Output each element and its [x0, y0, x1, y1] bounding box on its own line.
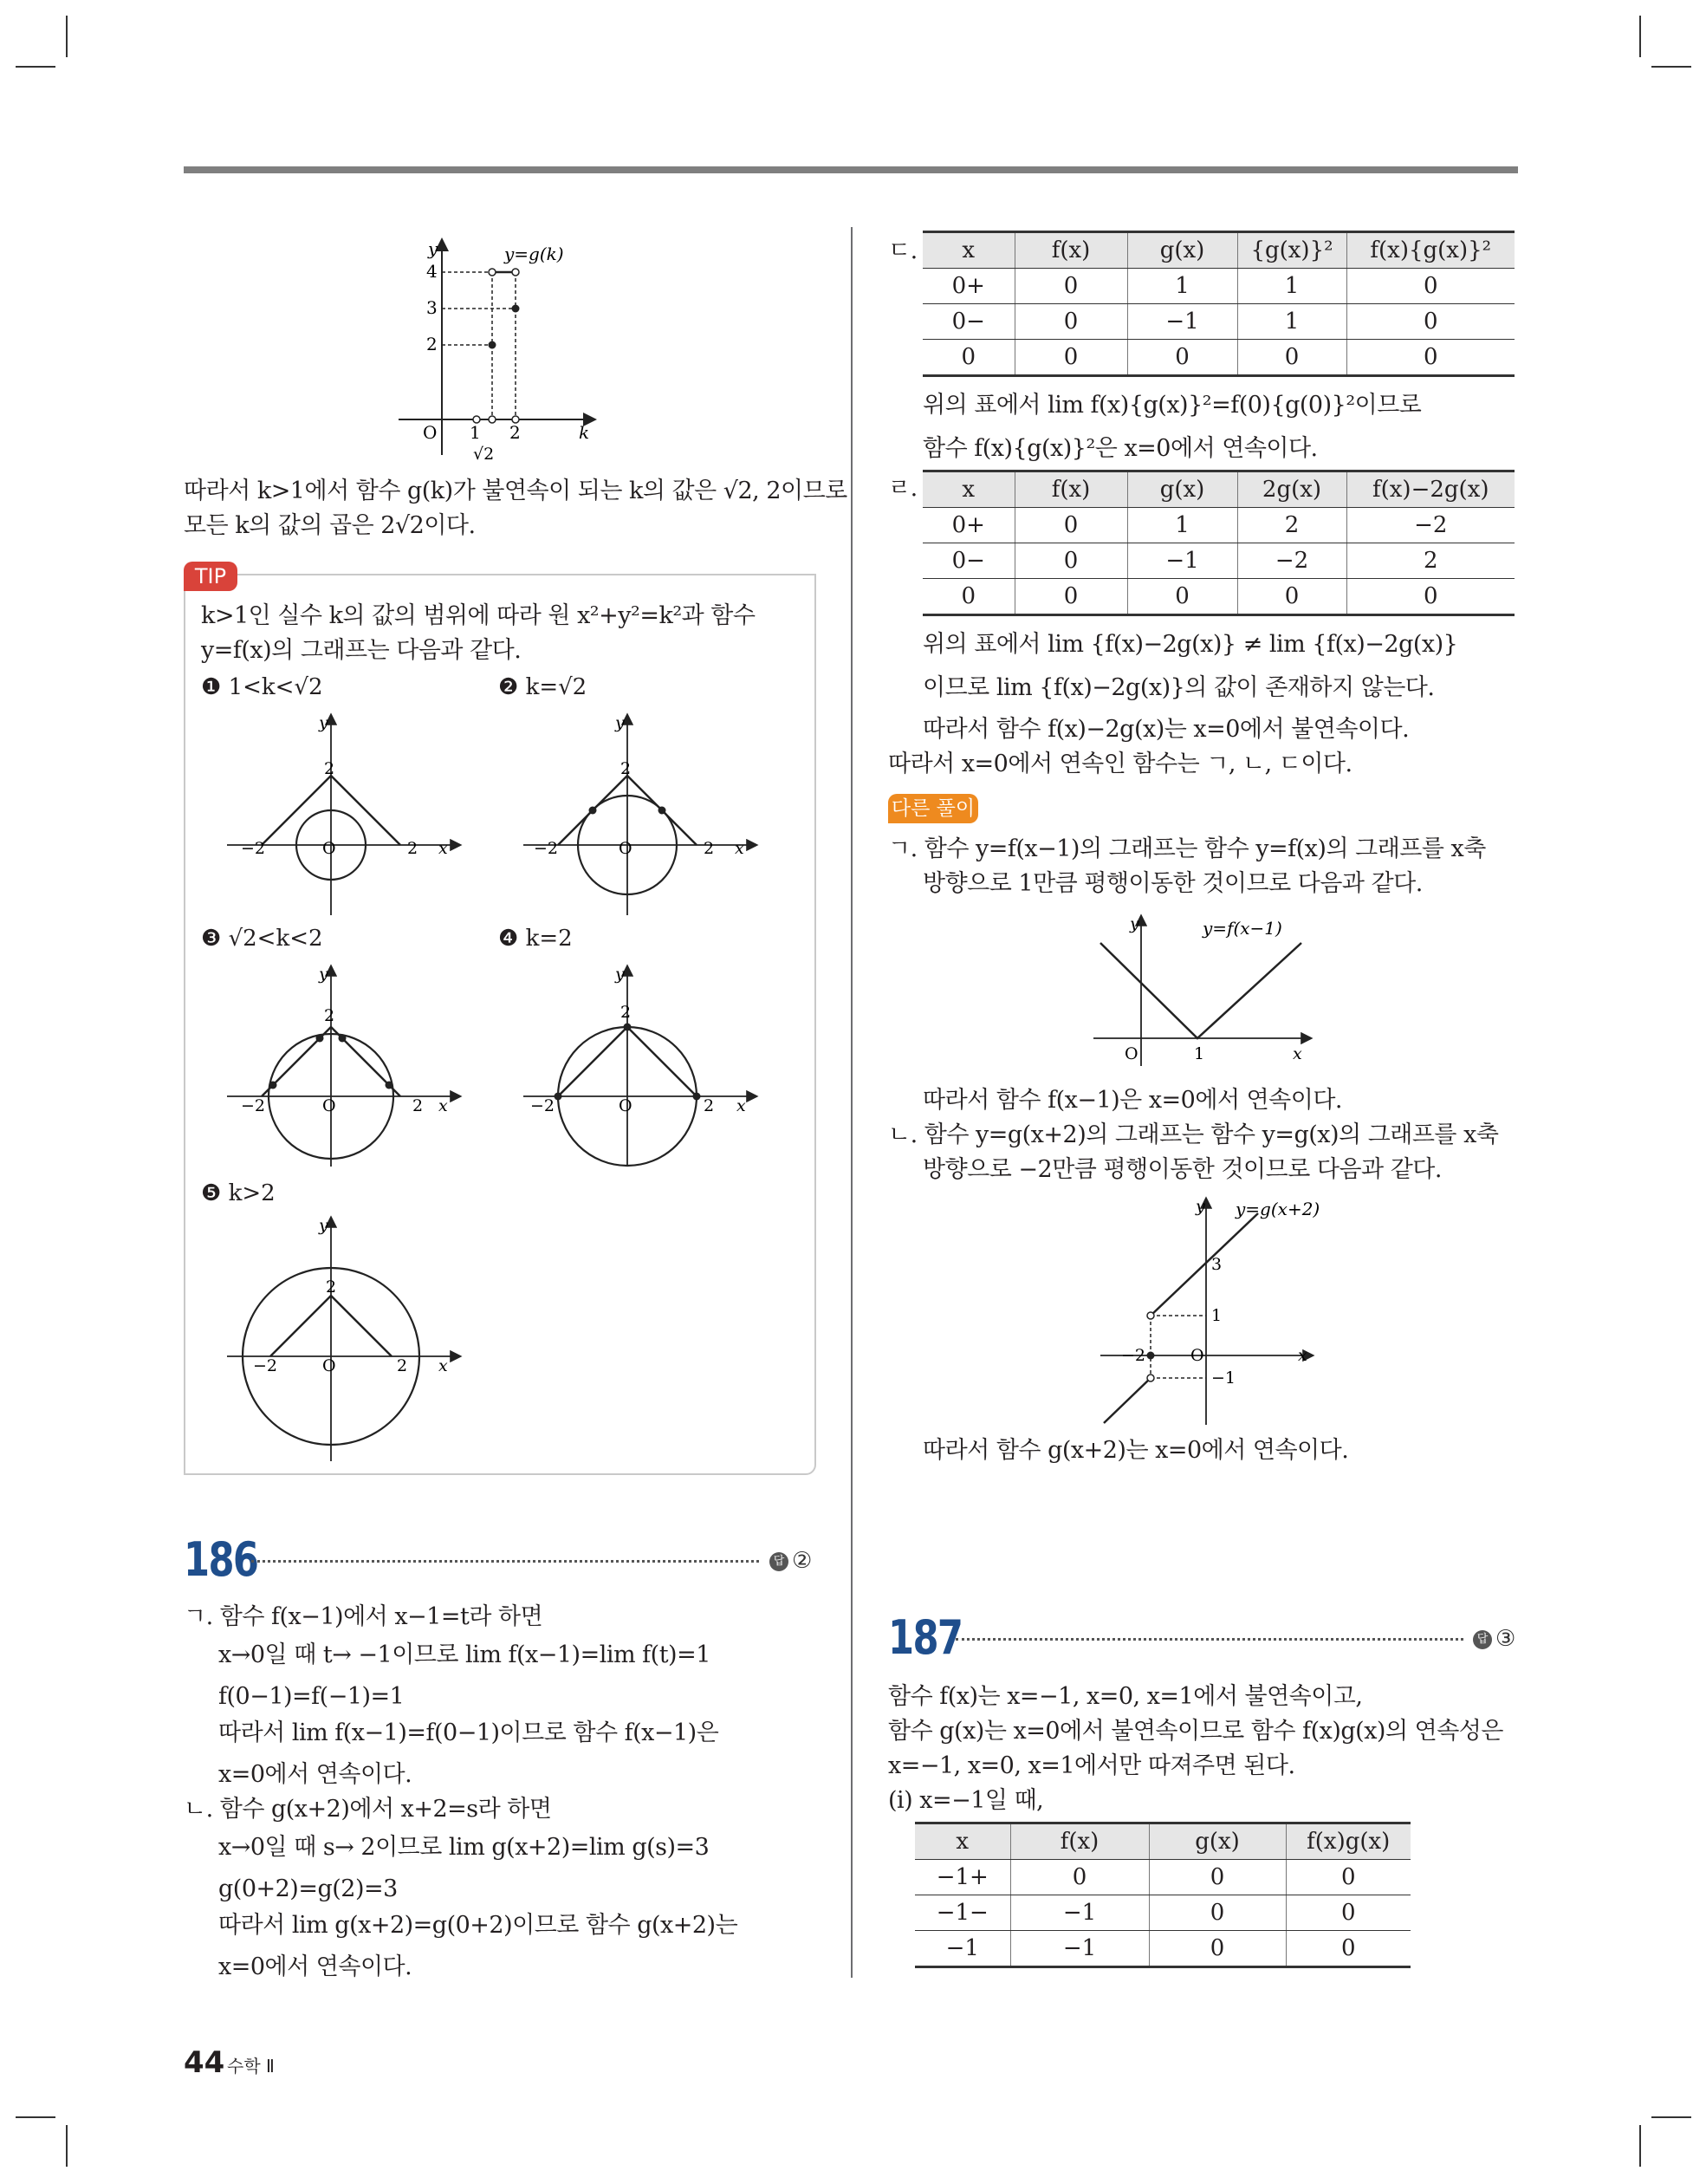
p187-line-4: (i) x=−1일 때,: [888, 1787, 1044, 1814]
svg-text:y: y: [615, 965, 625, 984]
table-row: 0− 0 −1 1 0: [923, 304, 1515, 340]
svg-text:y=g(k): y=g(k): [504, 244, 564, 264]
case-3-label: ❸ √2<k<2: [201, 926, 323, 952]
problem-187-number: 187: [888, 1610, 963, 1665]
ytick-4: 4: [426, 261, 438, 282]
svg-text:2: 2: [620, 1003, 632, 1022]
svg-text:O: O: [1125, 1044, 1138, 1063]
case-2-label: ❷ k=√2: [498, 674, 587, 700]
svg-text:2: 2: [412, 1096, 424, 1115]
svg-text:O: O: [423, 422, 438, 443]
tip-line-1: k>1인 실수 k의 값의 범위에 따라 원 x²+y²=k²과 함수: [201, 602, 756, 629]
svg-text:x: x: [735, 839, 744, 858]
svg-text:x: x: [438, 839, 448, 858]
table-row: 0+ 0 1 1 0: [923, 269, 1515, 304]
d-text-2: 이므로 lim {f(x)−2g(x)}의 값이 존재하지 않는다.: [923, 674, 1435, 701]
svg-text:x: x: [736, 1096, 746, 1115]
table-c: x f(x) g(x) {g(x)}² f(x){g(x)}² 0+ 0 1 1 0 0− 0 −1 1 0 0 0 0 0 0: [923, 231, 1515, 377]
case-1-label: ❶ 1<k<√2: [201, 674, 323, 700]
case-4-graph: [523, 962, 766, 1170]
case-5-graph: [227, 1213, 470, 1465]
table-row: 0 0 0 0 0: [923, 579, 1515, 615]
conclusion-line-2: 모든 k의 값의 곱은 2√2이다.: [184, 512, 476, 539]
svg-text:√2: √2: [473, 445, 495, 464]
alt-n-1: ㄴ. 함수 y=g(x+2)의 그래프는 함수 y=g(x)의 그래프를 x축: [888, 1121, 1499, 1148]
ytick-2: 2: [426, 334, 438, 354]
crop-mark: [1651, 2116, 1691, 2118]
dot-leader: [956, 1638, 1463, 1641]
case-4-label: ❹ k=2: [498, 926, 573, 952]
tip-tag: TIP: [184, 562, 237, 591]
svg-text:1: 1: [470, 422, 481, 443]
p187-line-3: x=−1, x=0, x=1에서만 따져주면 된다.: [888, 1752, 1295, 1779]
crop-mark: [1651, 66, 1691, 68]
p187-line-1: 함수 f(x)는 x=−1, x=0, x=1에서 불연속이고,: [888, 1683, 1363, 1710]
svg-text:y: y: [319, 965, 328, 984]
alt-n-2: 방향으로 −2만큼 평행이동한 것이므로 다음과 같다.: [923, 1156, 1442, 1183]
p187-line-2: 함수 g(x)는 x=0에서 불연속이므로 함수 f(x)g(x)의 연속성은: [888, 1718, 1503, 1745]
svg-text:2: 2: [324, 1006, 335, 1025]
svg-text:−2: −2: [241, 1096, 266, 1115]
problem-186-answer: 답 ②: [769, 1548, 812, 1574]
tip-line-2: y=f(x)의 그래프는 다음과 같다.: [201, 637, 522, 664]
crop-mark: [66, 2125, 68, 2167]
c-text-1: 위의 표에서 lim f(x){g(x)}²=f(0){g(0)}²이므로: [923, 392, 1422, 419]
case-3-graph: [227, 962, 470, 1170]
table-187: x f(x) g(x) f(x)g(x) −1+ 0 0 0 −1− −1 0 0 −1 −1 0 0: [915, 1822, 1411, 1968]
svg-text:x: x: [1298, 1346, 1307, 1365]
svg-text:y: y: [615, 713, 625, 732]
c-text-2: 함수 f(x){g(x)}²은 x=0에서 연속이다.: [923, 435, 1318, 462]
svg-text:y: y: [428, 238, 438, 259]
table-row: 0 0 0 0 0: [923, 340, 1515, 376]
svg-text:O: O: [619, 839, 632, 858]
crop-mark: [1639, 16, 1641, 57]
svg-text:x: x: [438, 1096, 448, 1115]
p186-line-5: x=0에서 연속이다.: [218, 1761, 412, 1788]
problem-186-number: 186: [184, 1532, 258, 1587]
table-row: 0+ 0 1 2 −2: [923, 508, 1515, 543]
svg-text:O: O: [1190, 1346, 1204, 1365]
alt-graph-gx-2: [1093, 1193, 1327, 1427]
column-divider: [851, 227, 853, 1978]
svg-text:−2: −2: [534, 839, 559, 858]
svg-text:2: 2: [509, 422, 521, 443]
alt-g-3: 따라서 함수 f(x−1)은 x=0에서 연속이다.: [923, 1087, 1343, 1114]
subject-label: 수학 Ⅱ: [227, 2056, 275, 2077]
d-text-3: 따라서 함수 f(x)−2g(x)는 x=0에서 불연속이다.: [923, 716, 1410, 743]
alt-solution-tag: 다른 풀이: [888, 794, 978, 823]
crop-mark: [16, 2116, 55, 2118]
alt-graph-fx-1: [1093, 912, 1319, 1068]
p186-line-10: x=0에서 연속이다.: [218, 1953, 412, 1980]
table-row: −1+ 0 0 0: [915, 1860, 1411, 1895]
item-c-label: ㄷ.: [888, 237, 918, 264]
alt-n-3: 따라서 함수 g(x+2)는 x=0에서 연속이다.: [923, 1437, 1349, 1464]
table-d: x f(x) g(x) 2g(x) f(x)−2g(x) 0+ 0 1 2 −2 0− 0 −1 −2 2 0 0 0 0 0: [923, 470, 1515, 616]
p186-line-9: 따라서 lim g(x+2)=g(0+2)이므로 함수 g(x+2)는: [218, 1912, 738, 1939]
conclusion-line-1: 따라서 k>1에서 함수 g(k)가 불연속이 되는 k의 값은 √2, 2이므로: [184, 478, 847, 504]
svg-text:2: 2: [704, 1096, 715, 1115]
svg-text:2: 2: [324, 759, 335, 778]
svg-text:x: x: [438, 1356, 448, 1375]
problem-187-answer: 답 ③: [1473, 1626, 1515, 1652]
item-d-label: ㄹ.: [888, 475, 918, 502]
svg-text:1: 1: [1194, 1044, 1205, 1063]
svg-text:−2: −2: [530, 1096, 555, 1115]
svg-text:y=f(x−1): y=f(x−1): [1203, 918, 1282, 939]
table-row: −1− −1 0 0: [915, 1895, 1411, 1931]
svg-text:y: y: [319, 713, 328, 732]
alt-g-1: ㄱ. 함수 y=f(x−1)의 그래프는 함수 y=f(x)의 그래프를 x축: [888, 835, 1486, 862]
svg-text:1: 1: [1211, 1306, 1223, 1325]
crop-mark: [66, 16, 68, 57]
p186-line-8: g(0+2)=g(2)=3: [218, 1875, 398, 1902]
svg-text:x: x: [1293, 1044, 1302, 1063]
alt-g-2: 방향으로 1만큼 평행이동한 것이므로 다음과 같다.: [923, 870, 1423, 897]
svg-text:y=g(x+2): y=g(x+2): [1236, 1199, 1320, 1219]
svg-text:2: 2: [326, 1277, 337, 1297]
gk-step-graph: [390, 234, 598, 468]
svg-text:−2: −2: [253, 1356, 278, 1375]
svg-text:O: O: [619, 1096, 632, 1115]
svg-text:2: 2: [397, 1356, 408, 1375]
svg-text:−1: −1: [1211, 1368, 1236, 1388]
table-row: −1 −1 0 0: [915, 1931, 1411, 1967]
crop-mark: [1639, 2125, 1641, 2167]
svg-text:y: y: [1130, 914, 1139, 933]
p186-line-6: ㄴ. 함수 g(x+2)에서 x+2=s라 하면: [184, 1796, 552, 1823]
svg-text:y: y: [1196, 1197, 1205, 1216]
svg-text:k: k: [579, 422, 590, 443]
case-1-graph: [227, 711, 470, 919]
svg-text:2: 2: [704, 839, 715, 858]
p186-line-7: x→0일 때 s→ 2이므로 lim g(x+2)=lim g(s)=3: [218, 1834, 710, 1861]
case-5-label: ❺ k>2: [201, 1180, 276, 1206]
table-row: 0− 0 −1 −2 2: [923, 543, 1515, 579]
p186-line-2: x→0일 때 t→ −1이므로 lim f(x−1)=lim f(t)=1: [218, 1641, 710, 1668]
dot-leader: [251, 1560, 759, 1563]
case-2-graph: [523, 711, 766, 919]
d-text-4: 따라서 x=0에서 연속인 함수는 ㄱ, ㄴ, ㄷ이다.: [888, 751, 1352, 777]
svg-text:O: O: [322, 839, 336, 858]
svg-text:2: 2: [407, 839, 418, 858]
svg-text:O: O: [322, 1096, 336, 1115]
svg-text:−2: −2: [241, 839, 266, 858]
svg-text:O: O: [322, 1356, 336, 1375]
page-number: 44: [184, 2045, 225, 2080]
p186-line-4: 따라서 lim f(x−1)=f(0−1)이므로 함수 f(x−1)은: [218, 1719, 719, 1746]
svg-text:y: y: [319, 1216, 328, 1235]
p186-line-3: f(0−1)=f(−1)=1: [218, 1683, 405, 1710]
ytick-3: 3: [426, 297, 438, 318]
svg-text:−2: −2: [1121, 1346, 1146, 1365]
header-rule: [184, 166, 1518, 173]
crop-mark: [16, 66, 55, 68]
svg-text:3: 3: [1211, 1255, 1223, 1274]
p186-line-1: ㄱ. 함수 f(x−1)에서 x−1=t라 하면: [184, 1603, 543, 1630]
svg-text:2: 2: [620, 759, 632, 778]
d-text-1: 위의 표에서 lim {f(x)−2g(x)} ≠ lim {f(x)−2g(x)}: [923, 631, 1458, 658]
